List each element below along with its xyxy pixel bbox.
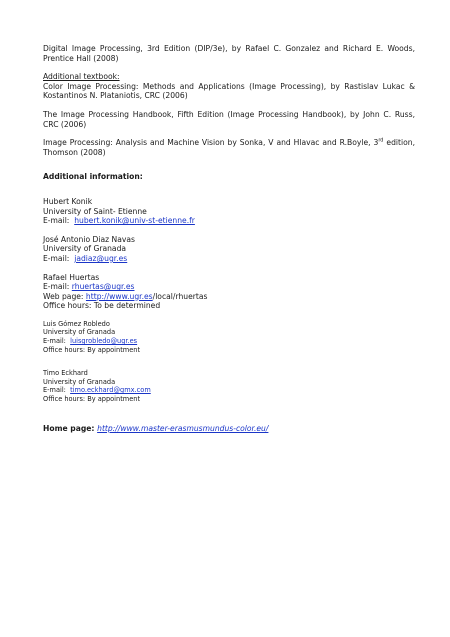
textbook-color-image-processing: Color Image Processing: Methods and Applications (Image Processing), by Rastislav Lukac & Kostantinos N. Plataniotis, CRC (2006) xyxy=(43,81,415,101)
contact-name: José Antonio Diaz Navas xyxy=(43,234,135,244)
contact-email-row xyxy=(43,254,415,264)
contact-org: University of Granada xyxy=(43,377,116,386)
contact-org: University of Granada xyxy=(43,328,116,337)
contact-office-hours xyxy=(43,395,415,404)
contact-jose-antonio-diaz-navas xyxy=(43,235,415,264)
email-link[interactable]: timo.eckhard@gmx.com xyxy=(70,386,151,395)
email-link[interactable]: jadiaz@ugr.es xyxy=(74,253,128,263)
contact-luis-gomez-robledo xyxy=(43,320,415,354)
contact-name: Hubert Konik xyxy=(43,196,93,206)
contact-email-row xyxy=(43,386,415,395)
contact-org: University of Granada xyxy=(43,244,127,254)
web-label: Web page: xyxy=(43,291,84,301)
email-label: E-mail: xyxy=(43,282,70,292)
web-path: /local/rhuertas xyxy=(152,291,208,301)
additional-textbook-label: Additional textbook: xyxy=(43,72,120,82)
textbook-machine-vision-text: Image Processing: Analysis and Machine Vision by Sonka, V and Hlavac and R.Boyle, 3 xyxy=(43,138,379,148)
email-label: E-mail: xyxy=(43,337,66,346)
email-label: E-mail: xyxy=(43,386,66,395)
contact-office-hours: Office hours: To be determined xyxy=(43,301,161,311)
contact-email-row xyxy=(43,282,415,292)
email-label: E-mail: xyxy=(43,253,70,263)
document-page xyxy=(43,44,415,433)
contact-hubert-konik xyxy=(43,197,415,226)
textbook-machine-vision-edition: edition, Thomson (2008) xyxy=(43,138,415,157)
contact-timo-eckhard xyxy=(43,369,415,403)
contact-email-row xyxy=(43,216,415,226)
contact-email-row xyxy=(43,337,415,346)
textbook-main: Digital Image Processing, 3rd Edition (DIP/3e), by Rafael C. Gonzalez and Richard E. Woods, Prentice Hall (2008) xyxy=(43,44,415,63)
edition-superscript: rd xyxy=(378,137,384,144)
contact-name: Timo Eckhard xyxy=(43,369,88,378)
email-link[interactable]: hubert.konik@univ-st-etienne.fr xyxy=(74,216,195,226)
office-hours-label: Office hours: xyxy=(43,395,86,404)
office-hours-label: Office hours: xyxy=(43,345,86,354)
contact-rafael-huertas xyxy=(43,273,415,311)
email-label: E-mail: xyxy=(43,216,70,226)
email-link[interactable]: rhuertas@ugr.es xyxy=(71,282,135,292)
textbook-machine-vision xyxy=(43,138,415,157)
contact-org: University of Saint- Etienne xyxy=(43,206,147,216)
office-hours-value: By appointment xyxy=(87,395,141,404)
home-page-row xyxy=(43,424,415,434)
contact-web-row xyxy=(43,292,415,302)
contact-name: Luis Gómez Robledo xyxy=(43,319,110,328)
contact-office-hours xyxy=(43,346,415,355)
web-link[interactable]: http://www.ugr.es xyxy=(85,291,153,301)
email-link[interactable]: luisgrobledo@ugr.es xyxy=(70,337,138,346)
home-page-label: Home page: xyxy=(43,423,95,433)
textbook-image-processing-handbook: The Image Processing Handbook, Fifth Edition (Image Processing Handbook), by John C. Russ, CRC (2006) xyxy=(43,109,415,129)
contact-name: Rafael Huertas xyxy=(43,272,100,282)
home-page-link[interactable]: http://www.master-erasmusmundus-color.eu/ xyxy=(97,423,269,433)
additional-information-heading: Additional information: xyxy=(43,172,143,182)
office-hours-value: By appointment xyxy=(87,345,141,354)
